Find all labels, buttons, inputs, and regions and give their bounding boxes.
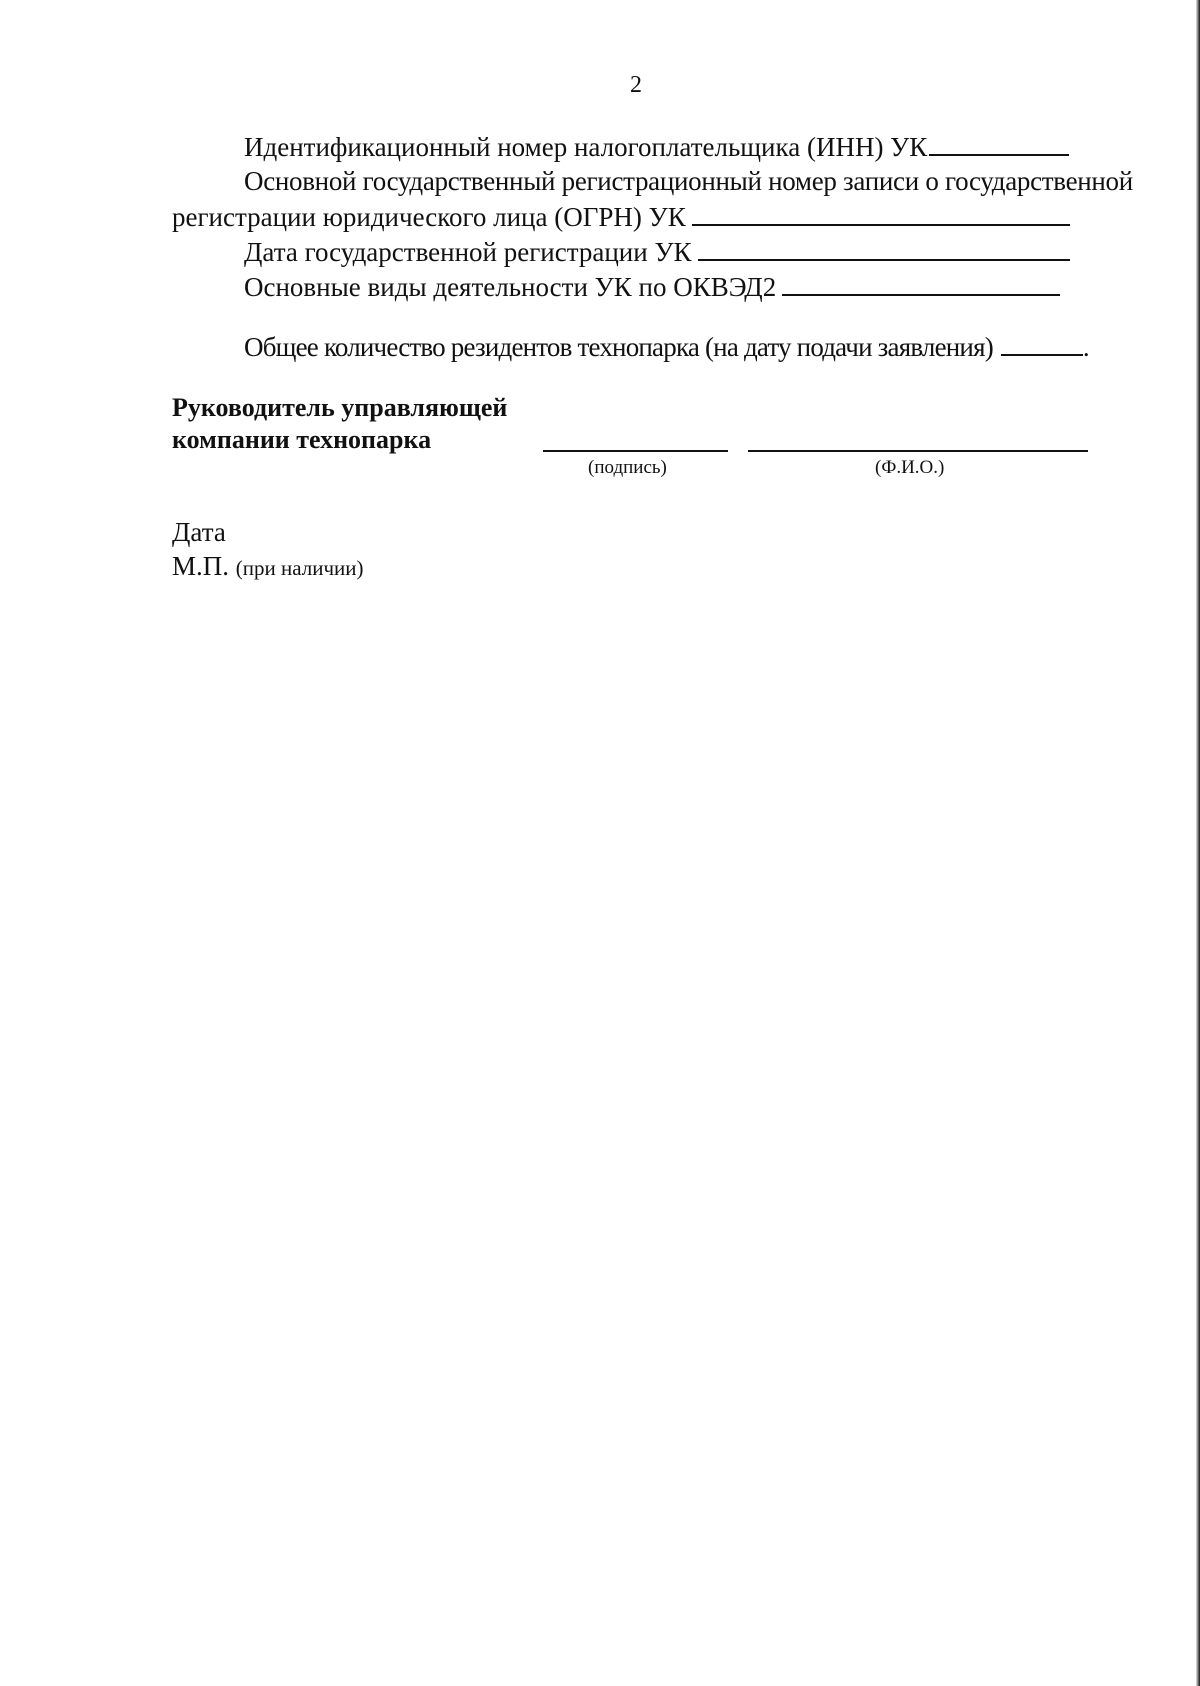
ogrn-field-row <box>172 198 1112 235</box>
residents-blank[interactable] <box>1001 328 1083 356</box>
signature-caption: (подпись) <box>588 457 667 478</box>
reg-date-field-row <box>172 233 1184 270</box>
stamp-note: (при наличии) <box>235 556 364 580</box>
ogrn-label-line2: регистрации юридического лица (ОГРН) УК <box>172 202 686 232</box>
signature-heading-line2: компании технопарка <box>172 425 432 454</box>
reg-date-label: Дата государственной регистрации УК <box>244 237 692 267</box>
reg-date-blank[interactable] <box>698 233 1070 261</box>
residents-period: . <box>1082 332 1089 362</box>
inn-label: Идентификационный номер налогоплательщика (ИНН) УК <box>244 132 928 162</box>
name-blank[interactable] <box>748 450 1088 452</box>
scan-edge <box>1196 0 1200 1686</box>
residents-label: Общее количество резидентов технопарка (на дату подачи заявления) <box>244 332 993 362</box>
date-label: Дата <box>172 517 226 547</box>
stamp-row <box>172 548 1112 586</box>
okved-label: Основные виды деятельности УК по ОКВЭД2 <box>244 272 777 302</box>
signature-blank[interactable] <box>543 450 728 452</box>
okved-blank[interactable] <box>782 268 1060 296</box>
signature-heading-line1: Руководитель управляющей <box>172 393 508 422</box>
page-number: 2 <box>630 72 642 98</box>
stamp-label: М.П. <box>172 551 230 581</box>
name-caption: (Ф.И.О.) <box>875 457 945 478</box>
ogrn-blank[interactable] <box>692 198 1070 226</box>
inn-field-row <box>172 128 1184 165</box>
ogrn-label-line1: Основной государственный регистрационный номер записи о государственной <box>244 166 1133 196</box>
okved-field-row <box>172 268 1184 305</box>
inn-blank[interactable] <box>929 128 1069 156</box>
residents-field-row <box>172 328 1184 365</box>
